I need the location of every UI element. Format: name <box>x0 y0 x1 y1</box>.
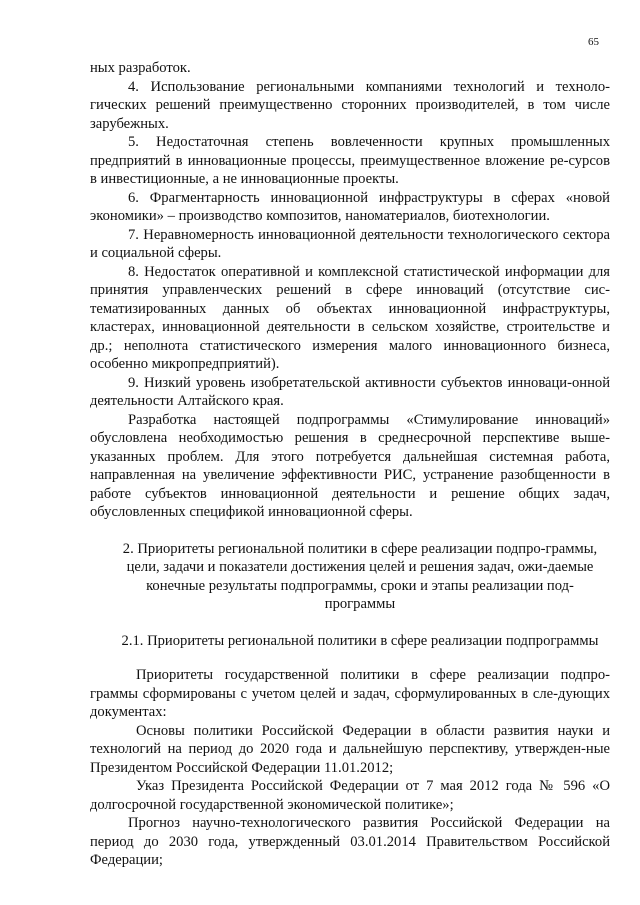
list-item-4: 4. Использование региональными компаниями технологий и техноло-гических решений преимущественно сторонних производителей, в том числе зарубежных. <box>90 78 610 132</box>
list-item-7: 7. Неравномерность инновационной деятельности технологического сектора и социальной сферы. <box>90 226 610 261</box>
list-item-9: 9. Низкий уровень изобретательской активности субъектов инноваци-онной деятельности Алтайского края. <box>90 374 610 409</box>
heading-spacer <box>90 650 610 666</box>
page-number: 65 <box>588 36 599 48</box>
section-heading: 2. Приоритеты региональной политики в сфере реализации подпро-граммы, цели, задачи и показатели достижения целей и решения задач, ожи-даемые конечные результаты подпрограммы, сроки и этапы реализации под-программы <box>122 540 598 612</box>
document-reference-forecast-2030: Прогноз научно-технологического развития Российской Федерации на период до 2030 года, утвержденный 03.01.2014 Правительством Российской Федерации; <box>90 815 610 868</box>
paragraph-continuation: ных разработок. <box>90 60 191 76</box>
document-reference-decree-596: Указ Президента Российской Федерации от 7 мая 2012 года № 596 «О долгосрочной государственной экономической политике»; <box>90 778 610 813</box>
list-item-6: 6. Фрагментарность инновационной инфраструктуры в сферах «новой экономики» – производство композитов, наноматериалов, биотехнологии. <box>90 189 610 224</box>
paragraph-priorities-intro: Приоритеты государственной политики в сфере реализации подпро-граммы сформированы с учетом целей и задач, сформулированных в сле-дующих документах: <box>90 667 610 720</box>
subsection-heading: 2.1. Приоритеты региональной политики в сфере реализации подпрограммы <box>121 632 599 649</box>
list-item-5: 5. Недостаточная степень вовлеченности крупных промышленных предприятий в инновационные процессы, преимущественное вложение ре-сурсов в инвестиционные, а не инновационные проекты. <box>90 134 610 187</box>
document-reference-science-policy: Основы политики Российской Федерации в области развития науки и технологий на период до 2020 года и дальнейшую перспективу, утвержден-ные Президентом Российской Федерации 11.01.2012; <box>90 722 610 776</box>
list-item-8: 8. Недостаток оперативной и комплексной статистической информации для принятия управленческих решений в сфере инноваций (отсутствие сис-тематизированных данных об объектах инновационной инфраструктуры, кластерах, инновационной деятельности в сельском хозяйстве, строительстве и др.; неполнота статистического измерения малого инновационного бизнеса, особенно микропредприятий). <box>90 263 610 372</box>
paragraph-subprogram-rationale: Разработка настоящей подпрограммы «Стимулирование инноваций» обусловлена необходимостью решения в среднесрочной перспективе выше-указанных проблем. Для этого потребуется дальнейшая системная работа, направленная на увеличение эффективности РИС, устранение разобщенности в работе субъектов инновационной деятельности и решение общих задач, обусловленных спецификой инновационной сферы. <box>90 411 610 520</box>
document-body <box>90 59 610 870</box>
